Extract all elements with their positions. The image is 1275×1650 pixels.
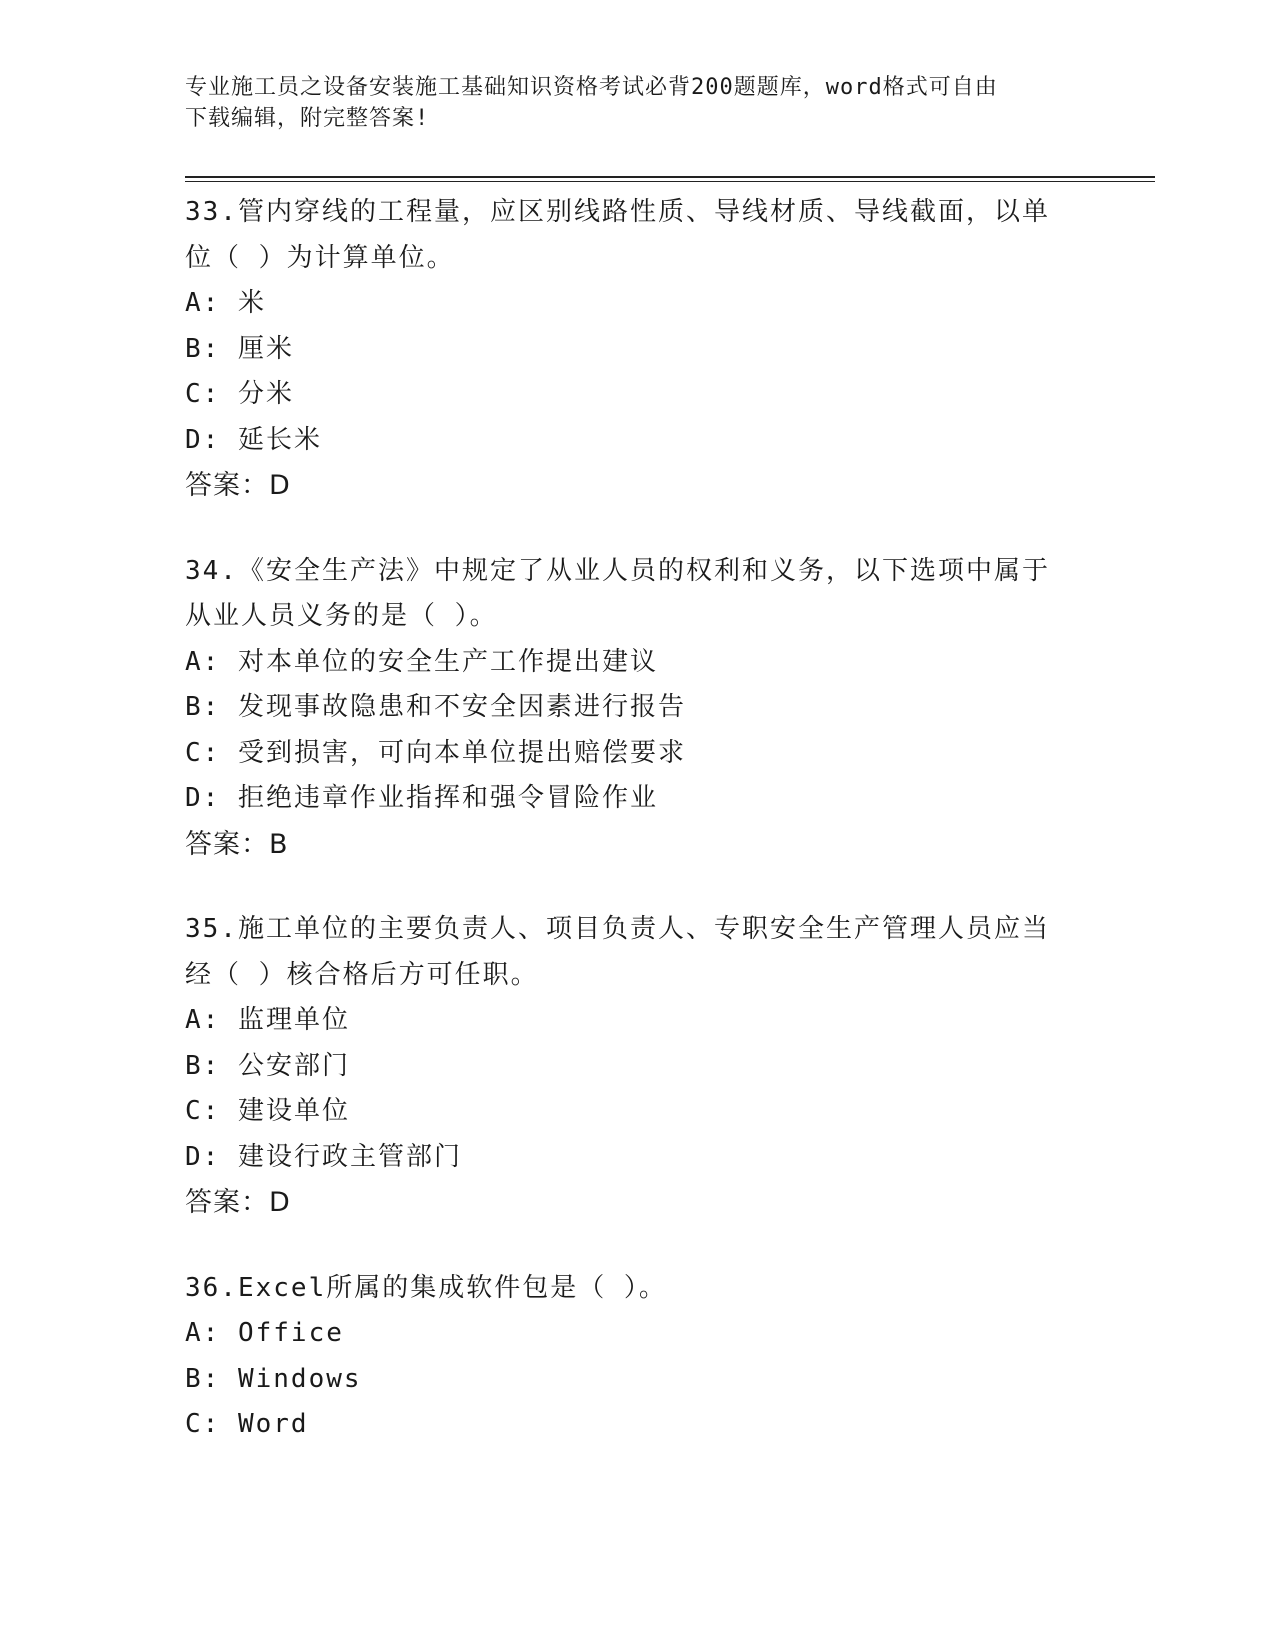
- question-stem-continued: 经（ ）核合格后方可任职。: [185, 959, 539, 990]
- option-d: D: 建设行政主管部门: [185, 1141, 462, 1172]
- header-divider-thick: [185, 176, 1155, 178]
- option-d: D: 拒绝违章作业指挥和强令冒险作业: [185, 783, 658, 813]
- document-header: [185, 72, 1065, 134]
- header-divider-thin: [185, 181, 1155, 182]
- option-d: D: 延长米: [185, 424, 322, 455]
- question-35: [185, 907, 1085, 1226]
- answer: 答案：D: [185, 470, 291, 501]
- option-a: A: 监理单位: [185, 1005, 350, 1035]
- question-stem: 34.《安全生产法》中规定了从业人员的权利和义务，以下选项中属于: [185, 555, 1050, 586]
- answer: 答案：B: [185, 828, 289, 860]
- option-c: C: Word: [185, 1409, 309, 1439]
- option-b: B: 公安部门: [185, 1050, 350, 1081]
- option-a: A: 米: [185, 288, 266, 318]
- option-c: C: 建设单位: [185, 1096, 350, 1126]
- question-list: [185, 190, 1085, 1488]
- question-stem-continued: 位（ ）为计算单位。: [185, 242, 455, 273]
- question-36: [185, 1266, 1085, 1448]
- question-33: [185, 190, 1085, 509]
- option-b: B: Windows: [185, 1363, 362, 1394]
- option-b: B: 发现事故隐患和不安全因素进行报告: [185, 692, 686, 722]
- option-c: C: 分米: [185, 379, 294, 409]
- option-c: C: 受到损害，可向本单位提出赔偿要求: [185, 737, 686, 768]
- question-stem-continued: 从业人员义务的是（ ）。: [185, 601, 498, 631]
- header-line-1: 专业施工员之设备安装施工基础知识资格考试必背200题题库，word格式可自由: [185, 75, 998, 100]
- header-line-2: 下载编辑，附完整答案!: [185, 106, 430, 131]
- option-b: B: 厘米: [185, 333, 294, 364]
- question-34: [185, 549, 1085, 868]
- question-stem: 35.施工单位的主要负责人、项目负责人、专职安全生产管理人员应当: [185, 914, 1050, 944]
- option-a: A: Office: [185, 1318, 344, 1348]
- question-stem: 33.管内穿线的工程量，应区别线路性质、导线材质、导线截面，以单: [185, 197, 1050, 227]
- question-stem: 36.Excel所属的集成软件包是（ ）。: [185, 1272, 667, 1303]
- answer: 答案：D: [185, 1187, 291, 1218]
- option-a: A: 对本单位的安全生产工作提出建议: [185, 646, 658, 677]
